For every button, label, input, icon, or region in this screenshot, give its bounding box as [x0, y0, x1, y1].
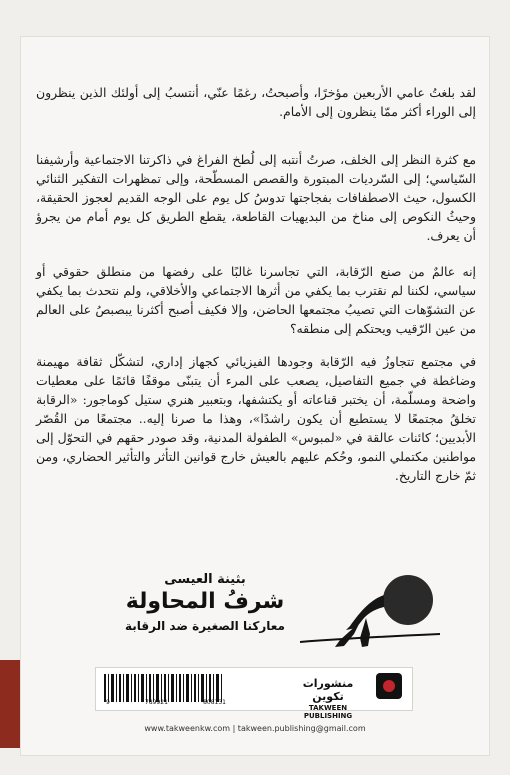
publisher-box — [95, 667, 413, 720]
author-name: بثينة العيسى — [164, 572, 246, 587]
book-subtitle: معاركنا الصغيرة ضد الرقابة — [125, 619, 285, 633]
paragraph-2: مع كثرة النظر إلى الخلف، صرتُ أنتبه إلى لُطخ الفراغ في ذاكرتنا الاجتماعية وأرشيفنا السّياسي؛ إلى السّرديات المبتورة والقصص المسطّحة، وإلى تمظهرات التفكير الثنائي الكسول، حيث الاصطفافات بفجاجتها تدوسُ كل يوم على الوجه القديم لعجوز الحقيقة، وحيثُ النكوص إلى مناخ من البديهيات القاطعة، يقطع الطريق كل يوم أمام من يجرؤ أن يعرف. — [36, 152, 476, 243]
paragraph-3: إنه عالمٌ من صنع الرّقابة، التي تجاسرنا غالبًا على رفضها من منطلق حقوقي أو سياسي، لكننا لم نقترب بما يكفي من أثرها الاجتماعي والأخلاقي، ولم نتحدث بما يكفي عن التشوّهات التي تصيبُ مجتمعها الحاضن، وإلا فكيف أصبح أكثرنا يبصبصُ على العالم من عين الرّقيب ويحتكم إلى منطقه؟ — [36, 264, 476, 336]
book-title-block — [105, 572, 305, 633]
barcode-digit-3: 808131 — [203, 699, 226, 706]
paragraph-1: لقد بلغتُ عامي الأربعين مؤخرًا، وأصبحتُ، رغمًا عنّي، أنتسبُ إلى أولئك الذين ينظرون إلى الوراء أكثر ممّا ينظرون إلى الأمام. — [36, 85, 476, 119]
sisyphus-illustration — [300, 560, 440, 650]
footer-contact: www.takweenkw.com | takween.publishing@gmail.com — [144, 724, 366, 733]
barcode-digit-1: 9 — [106, 699, 110, 706]
accent-strip — [0, 660, 20, 748]
paragraph-4: في مجتمع تتجاوزُ فيه الرّقابة وجودها الفيزيائي كجهاز إداري، لتشكّل ثقافة مهيمنة وضاغطة في جميع التفاصيل، يصعب على المرء أن يتبنّى موقفًا قائمًا على معطيات واضحة ومسلّمة، أن يختبر قناعاته أو يكتشفها، وبتعبير هنري ستيل كوماجور: «الرقابة تخلقُ مجتمعًا لا يستطيع أن يكون راشدًا»، وهذا ما صرنا إليه.. مجتمعًا من القُصّر الأبديين؛ كائنات عالقة في «لمبوس» الطفولة المدنية، وقد صودر حقهم في التحوّل إلى مواطنين مكتملي النمو، وحُكم عليهم بالعيش خارج قوانين التأثر والتأثير الحضاري، ومن ثمّ خارج التاريخ. — [36, 354, 476, 483]
publisher-name-english: TAKWEEN PUBLISHING — [303, 704, 353, 720]
barcode — [104, 674, 224, 702]
publisher-name-arabic: منشورات تكوين — [302, 677, 354, 703]
barcode-digit-2: 789921 — [145, 699, 168, 706]
book-title: شرفُ المحاولة — [125, 589, 285, 614]
barcode-number — [106, 699, 226, 706]
publisher-logo-icon — [376, 673, 402, 699]
publisher-name — [286, 677, 370, 720]
